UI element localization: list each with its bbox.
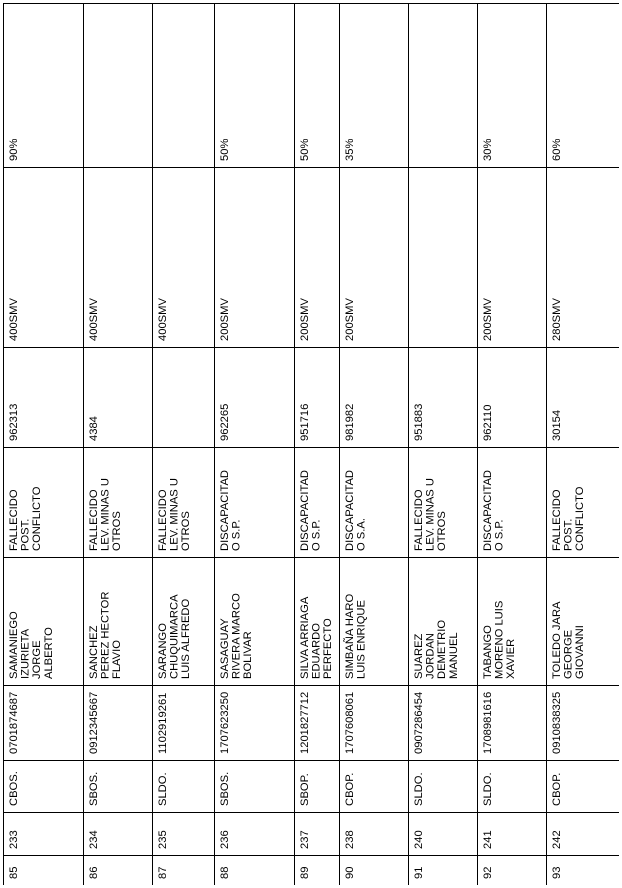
cell-line: 242 (551, 830, 563, 849)
cell-text (299, 470, 323, 551)
cell-line: 87 (157, 866, 169, 879)
cell-record-number (88, 416, 100, 441)
cell-text (219, 692, 231, 754)
cell-line: FALLECIDO (88, 489, 100, 551)
cell-record-number (299, 404, 311, 441)
cell-id (299, 830, 311, 849)
cell-line: DISCAPACITAD (482, 469, 494, 551)
cell-text (88, 592, 123, 679)
cell-name (413, 620, 460, 679)
cell-line: 400SMV (88, 298, 100, 341)
cell-line: 200SMV (219, 298, 231, 341)
cell-line: SARANGO (157, 623, 169, 679)
cell-row-number (482, 867, 494, 879)
table-row (343, 3, 402, 879)
cell-amount (157, 298, 169, 341)
cell-cedula (219, 692, 231, 754)
cell-line: MORENO LUIS (493, 600, 506, 679)
cell-line: 981982 (344, 403, 356, 441)
cell-line: 280SMV (551, 298, 563, 341)
cell-id (413, 830, 425, 849)
table-row (157, 3, 215, 879)
cell-text (299, 867, 311, 879)
cell-percentage (482, 139, 494, 161)
cell-line: 60% (551, 138, 563, 161)
cell-line: LEV. MINAS U (99, 478, 112, 551)
cell-line: SASAGUAY (219, 618, 231, 679)
cell-text (344, 867, 356, 879)
cell-text (299, 404, 311, 441)
cell-text (413, 404, 425, 441)
cell-rank (8, 771, 20, 806)
cell-text (219, 772, 231, 806)
cell-line: 0907286454 (413, 691, 425, 754)
cell-cause (219, 470, 243, 551)
cell-text (8, 486, 43, 551)
cell-rank (299, 773, 311, 806)
cell-percentage (8, 139, 20, 161)
cell-line: 236 (219, 830, 231, 849)
cell-line: SLDO. (157, 772, 169, 806)
cell-line: 951716 (299, 403, 311, 441)
cell-line: DISCAPACITAD (219, 469, 231, 551)
cell-line: 200SMV (482, 298, 494, 341)
cell-line: 30% (482, 138, 494, 161)
cell-cause (157, 478, 192, 551)
cell-text (299, 692, 311, 754)
cell-cedula (482, 692, 494, 754)
cell-line: 1707608061 (344, 691, 356, 754)
cell-text (157, 772, 169, 806)
cell-text (343, 594, 368, 679)
cell-line: POST. (562, 518, 575, 551)
cell-text (299, 139, 311, 161)
cell-line: FALLECIDO (8, 489, 20, 551)
cell-line: CBOP. (344, 772, 356, 806)
cell-record-number (8, 404, 20, 441)
cell-line: SIMBAÑA HARO (344, 593, 356, 679)
cell-text (157, 594, 192, 679)
cell-text (88, 416, 100, 441)
cell-row-number (344, 867, 356, 879)
cell-line: 951883 (413, 403, 425, 441)
cell-line: 241 (482, 830, 494, 849)
cell-text (219, 593, 254, 679)
cell-line: O S.P. (310, 519, 323, 551)
table-row (298, 3, 334, 879)
cell-line: DEMETRIO (436, 619, 449, 679)
cell-line: 234 (88, 830, 100, 849)
cell-line: XAVIER (505, 638, 518, 679)
cell-line: SBOP. (299, 773, 311, 806)
cell-text (219, 404, 231, 441)
cell-line: GIOVANNI (574, 625, 587, 679)
table-row (551, 3, 598, 879)
cell-text (8, 298, 20, 341)
cell-text (413, 772, 425, 806)
cell-cedula (413, 692, 425, 754)
cell-line: 400SMV (8, 298, 20, 341)
cell-cause (482, 470, 506, 551)
cell-text (219, 470, 243, 551)
cell-row-number (413, 867, 425, 879)
cell-text (157, 693, 169, 754)
cell-line: 89 (299, 866, 311, 879)
cell-line: GEORGE (562, 629, 575, 679)
cell-line: RIVERA MARCO (230, 593, 243, 679)
cell-id (157, 830, 169, 849)
cell-text (413, 830, 425, 849)
cell-amount (482, 298, 494, 341)
table-row (219, 3, 277, 879)
cell-text (157, 830, 169, 849)
cell-record-number (482, 404, 494, 441)
cell-name (8, 611, 55, 679)
cell-text (551, 867, 563, 879)
cell-text (482, 867, 494, 879)
cell-text (551, 773, 563, 806)
cell-line: 50% (219, 138, 231, 161)
cell-rank (551, 773, 563, 806)
cell-text (157, 478, 192, 551)
cell-line: SLDO. (482, 772, 494, 806)
cell-line: 50% (299, 138, 311, 161)
cell-line: 235 (157, 830, 169, 849)
cell-text (8, 867, 20, 879)
cell-text (8, 139, 20, 161)
cell-line: 962265 (219, 403, 231, 441)
cell-text (482, 830, 494, 849)
cell-cause (299, 470, 323, 551)
cell-line: CONFLICTO (574, 486, 587, 551)
cell-line: 91 (413, 866, 425, 879)
cell-text (299, 830, 311, 849)
cell-line: 30154 (551, 409, 563, 441)
cell-amount (299, 298, 311, 341)
cell-percentage (344, 139, 356, 161)
cell-text (413, 867, 425, 879)
cell-text (551, 692, 563, 754)
cell-text (482, 692, 494, 754)
cell-line: 400SMV (157, 298, 169, 341)
cell-id (219, 830, 231, 849)
cell-line: 200SMV (299, 298, 311, 341)
cell-text (551, 601, 586, 679)
cell-id (482, 830, 494, 849)
cell-text (88, 830, 100, 849)
cell-text (551, 486, 586, 551)
cell-line: LUIS ALFREDO (180, 598, 193, 679)
cell-rank (413, 772, 425, 806)
cell-line: FLAVIO (111, 640, 124, 679)
cell-percentage (299, 139, 311, 161)
cell-text (344, 692, 356, 754)
table-row (88, 3, 135, 879)
cell-text (344, 773, 356, 806)
cell-line: SUAREZ (413, 633, 425, 679)
cell-line: TOLEDO JARA (551, 601, 563, 679)
cell-text (482, 139, 494, 161)
cell-text (482, 470, 506, 551)
cell-record-number (344, 404, 356, 441)
cell-line: SBOS. (88, 771, 100, 806)
cell-record-number (219, 404, 231, 441)
cell-line: EDUARDO (310, 623, 323, 679)
cell-amount (88, 298, 100, 341)
cell-text (551, 830, 563, 849)
cell-line: CBOP. (551, 772, 563, 806)
cell-text (219, 867, 231, 879)
cell-cedula (88, 692, 100, 754)
cell-line: POST. (19, 518, 32, 551)
cell-cause (413, 478, 448, 551)
cell-name (551, 601, 586, 679)
cell-line: 93 (551, 866, 563, 879)
cell-text (344, 470, 368, 551)
cell-line: LUIS ENRIQUE (355, 600, 368, 679)
table-row (482, 3, 540, 879)
cell-text (482, 298, 494, 341)
cell-cause (88, 478, 123, 551)
cell-line: 1201827712 (299, 691, 311, 754)
cell-line: JORGE (31, 640, 44, 679)
cell-line: TABANGO (482, 625, 494, 679)
cell-row-number (157, 867, 169, 879)
cell-line: LEV. MINAS U (424, 478, 437, 551)
cell-name (482, 601, 517, 679)
cell-row-number (88, 867, 100, 879)
cell-text (299, 298, 311, 341)
cell-cause (551, 486, 586, 551)
cell-rank (219, 772, 231, 806)
cell-line: 238 (344, 830, 356, 849)
cell-text (8, 771, 20, 806)
cell-line: BOLIVAR (242, 631, 255, 679)
cell-line: 240 (413, 830, 425, 849)
cell-line: PEREZ HECTOR (99, 591, 112, 679)
cell-rank (88, 772, 100, 806)
cell-line: 1708981616 (482, 691, 494, 754)
cell-name (299, 596, 334, 679)
cell-line: 90% (8, 138, 20, 161)
table-row (413, 3, 460, 879)
cell-line: JORDAN (424, 633, 437, 679)
cell-text (157, 867, 169, 879)
cell-line: 90 (344, 866, 356, 879)
cell-line: 962313 (8, 403, 20, 441)
cell-text (88, 478, 123, 551)
cell-line: 200SMV (344, 298, 356, 341)
cell-text (344, 139, 356, 161)
cell-line: IZURIETA (19, 628, 32, 679)
cell-cedula (551, 692, 563, 754)
cell-text (88, 692, 100, 754)
cell-cedula (344, 692, 356, 754)
cell-line: 35% (344, 138, 356, 161)
cell-line: 88 (219, 866, 231, 879)
cell-text (413, 620, 460, 679)
cell-line: 4384 (88, 416, 100, 441)
cell-text (482, 404, 494, 441)
cell-line: DISCAPACITAD (299, 469, 311, 551)
cell-name (88, 592, 123, 679)
cell-text (413, 478, 448, 551)
cell-text (219, 298, 231, 341)
cell-id (344, 830, 356, 849)
cell-text (219, 139, 231, 161)
cell-row-number (8, 867, 20, 879)
cell-text (8, 404, 20, 441)
cell-line: SBOS. (219, 771, 231, 806)
cell-line: SANCHEZ (88, 625, 100, 679)
cell-line: 962110 (482, 404, 494, 441)
cell-amount (8, 298, 20, 341)
cell-text (344, 298, 356, 341)
cell-line: MANUEL (447, 632, 460, 679)
cell-percentage (551, 139, 563, 161)
cell-line: 85 (8, 866, 20, 879)
cell-name (219, 593, 254, 679)
cell-record-number (551, 410, 563, 441)
cell-cedula (299, 692, 311, 754)
cell-line: 1707623250 (219, 691, 231, 754)
cell-line: 1102919261 (157, 692, 169, 754)
cell-record-number (413, 404, 425, 441)
cell-amount (344, 298, 356, 341)
cell-line: CBOS. (8, 771, 20, 806)
cell-id (88, 830, 100, 849)
cell-text (88, 867, 100, 879)
cell-line: SILVA ARRIAGA (299, 596, 311, 679)
cell-line: 0701874687 (8, 691, 20, 754)
cell-line: PERFECTO (322, 618, 335, 679)
cell-text (482, 601, 517, 679)
cell-text (344, 830, 356, 849)
cell-percentage (219, 139, 231, 161)
cell-line: CONFLICTO (31, 486, 44, 551)
cell-line: OTROS (436, 511, 449, 551)
cell-text (299, 596, 334, 679)
cell-text (8, 830, 20, 849)
cell-row-number (299, 867, 311, 879)
cell-line: 0912345667 (88, 691, 100, 754)
cell-line: OTROS (180, 511, 193, 551)
cell-text (482, 772, 494, 806)
cell-line: DISCAPACITAD (344, 469, 356, 551)
cell-text (551, 139, 563, 161)
cell-line: O S.P. (230, 519, 243, 551)
cell-amount (219, 298, 231, 341)
cell-text (88, 772, 100, 806)
cell-cause (344, 470, 368, 551)
cell-rank (482, 772, 494, 806)
cell-text (344, 404, 356, 441)
cell-row-number (551, 867, 563, 879)
cell-line: ALBERTO (42, 627, 55, 679)
cell-line: CHUQUIMARCA (168, 594, 181, 679)
cell-rank (344, 773, 356, 806)
cell-line: OTROS (111, 511, 124, 551)
cell-line: 237 (299, 830, 311, 849)
cell-text (551, 298, 563, 341)
cell-text (413, 692, 425, 754)
cell-cause (8, 486, 43, 551)
cell-line: FALLECIDO (551, 489, 563, 551)
cell-text (8, 611, 55, 679)
cell-line: 86 (88, 866, 100, 879)
cell-row-number (219, 867, 231, 879)
cell-line: 92 (482, 866, 494, 879)
rotated-table (3, 3, 619, 885)
table-row (8, 3, 66, 879)
cell-line: 233 (8, 830, 20, 849)
cell-text (157, 298, 169, 341)
cell-line: O S.A. (355, 518, 368, 551)
cell-cedula (8, 692, 20, 754)
cell-text (219, 830, 231, 849)
cell-line: SAMANIEGO (8, 611, 20, 679)
cell-line: FALLECIDO (157, 489, 169, 551)
cell-text (551, 410, 563, 441)
cell-line: FALLECIDO (413, 489, 425, 551)
cell-line: O S.P. (493, 519, 506, 551)
cell-text (299, 773, 311, 806)
cell-name (157, 594, 192, 679)
cell-line: LEV. MINAS U (168, 478, 181, 551)
table-body (8, 3, 598, 879)
cell-amount (551, 298, 563, 341)
cell-text (88, 298, 100, 341)
cell-line: SLDO. (413, 772, 425, 806)
cell-cedula (157, 693, 169, 754)
cell-name (343, 594, 368, 679)
cell-text (8, 692, 20, 754)
cell-id (8, 830, 20, 849)
cell-rank (157, 772, 169, 806)
cell-line: 0910838325 (551, 691, 563, 754)
cell-id (551, 830, 563, 849)
